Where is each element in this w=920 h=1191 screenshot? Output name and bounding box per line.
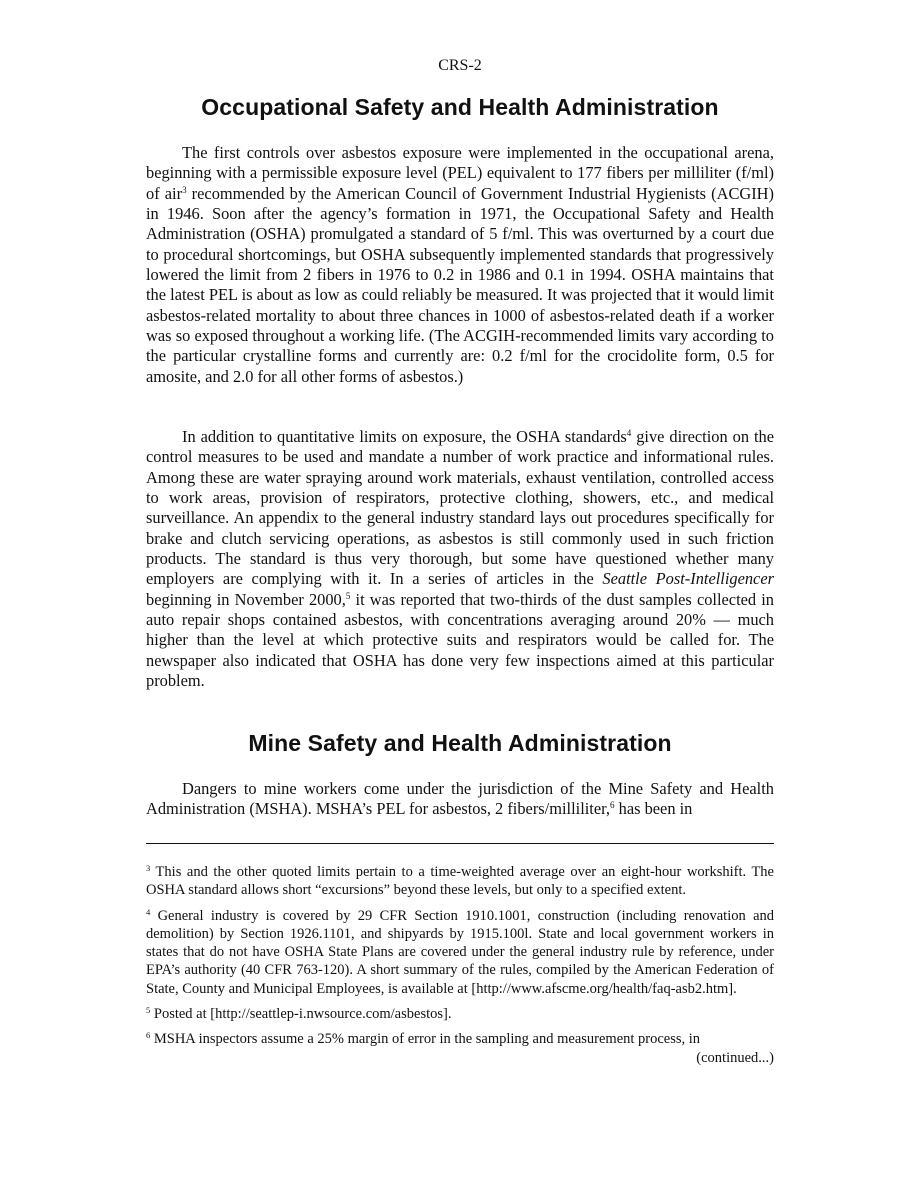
paragraph-text: recommended by the American Council of Government Industrial Hygienists (ACGIH) in 1946. Soon after the agency’s formation in 1971, the Occupational Safety and Health Administration (OSHA) promulgated a standard of 5 f/ml. This was overturned by a court due to procedural shortcomings, but OSHA subsequently implemented standards that progressively lowered the limit from 2 fibers in 1976 to 0.2 in 1986 and 0.1 in 1994. OSHA maintains that the latest PEL is about as low as could reliably be measured. It was projected that it would limit asbestos-related mortality to about three chances in 1000 of asbestos-related death if a worker was so exposed throughout a working life. (The ACGIH-recommended limits vary according to the particular crystalline forms and currently are: 0.2 f/ml for the crocidolite form, 0.5 for amosite, and 2.0 for all other forms of asbestos.) — [146, 183, 774, 386]
newspaper-title: Seattle Post-Intelligencer — [602, 569, 774, 589]
footnote-reference: 3 — [182, 184, 187, 195]
footnote-number: 6 — [146, 1030, 151, 1041]
footnote-number: 5 — [146, 1005, 151, 1016]
paragraph-text: beginning in November 2000, — [146, 589, 346, 609]
body-paragraph — [146, 427, 774, 691]
body-paragraph — [146, 779, 774, 820]
footnote-reference: 4 — [626, 428, 632, 438]
footnote-reference: 6 — [610, 800, 615, 811]
footnote-text: This and the other quoted limits pertain to a time-weighted average over an eight-hour workshift. The OSHA standard allows short “excursions” beyond these levels, but only to a specified extent. — [146, 864, 774, 899]
section-heading: Mine Safety and Health Administration — [248, 730, 672, 756]
footnote — [146, 1005, 774, 1023]
footnote-reference: 5 — [345, 590, 351, 601]
footnotes — [146, 863, 774, 1067]
continued-label: (continued...) — [696, 1049, 774, 1066]
footnote-text: MSHA inspectors assume a 25% margin of error in the sampling and measurement process, in — [150, 1031, 701, 1048]
footnote-number: 3 — [146, 863, 151, 873]
paragraph-text: has been in — [614, 799, 693, 819]
paragraph-text: give direction on the control measures to be used and mandate a number of work practice and informational rules. Among these are water spraying around work materials, exhaust ventilation, controlled access to work areas, provision of respirators, protective clothing, showers, etc., and medical surveillance. An appendix to the general industry standard lays out procedures specifically for brake and clutch servicing operations, as asbestos is still commonly used in such friction products. The standard is thus very thorough, but some have questioned whether many employers are complying with it. In a series of articles in the — [146, 427, 775, 589]
footnote — [146, 863, 774, 900]
section-heading: Occupational Safety and Health Administration — [201, 94, 719, 120]
footnote-text: Posted at [http://seattlep-i.nwsource.com/asbestos]. — [150, 1006, 452, 1023]
paragraph-text: The first controls over asbestos exposure were implemented in the occupational arena, beginning with a permissible exposure level (PEL) equivalent to 177 fibers per milliliter (f/ml) of air — [146, 143, 774, 203]
paragraph-text: In addition to quantitative limits on exposure, the OSHA standards — [182, 427, 627, 446]
paragraph-text: it was reported that two-thirds of the dust samples collected in auto repair shops contained asbestos, with concentrations averaging around 20% — much higher than the level at which protective suits and respirators would be called for. The newspaper also indicated that OSHA has done very few inspections aimed at this particular problem. — [146, 589, 775, 691]
footnote-number: 4 — [146, 906, 151, 917]
footnote — [146, 1030, 774, 1048]
body-paragraph — [146, 143, 774, 387]
footnote-text: General industry is covered by 29 CFR Section 1910.1001, construction (including renovation and demolition) by Section 1926.1101, and shipyards by 1915.100l. State and local government workers in states that do not have OSHA State Plans are covered under the general industry rule by reference, under EPA’s authority (40 CFR 763-120). A short summary of the rules, compiled by the American Federation of State, County and Municipal Employees, is available at [http://www.afscme.org/health/faq-asb2.htm]. — [146, 907, 774, 997]
footnote-divider — [146, 843, 774, 844]
page-number: CRS-2 — [438, 57, 482, 74]
footnote — [146, 907, 774, 998]
paragraph-text: Dangers to mine workers come under the jurisdiction of the Mine Safety and Health Administration (MSHA). MSHA’s PEL for asbestos, 2 fibers/milliliter, — [146, 779, 774, 819]
